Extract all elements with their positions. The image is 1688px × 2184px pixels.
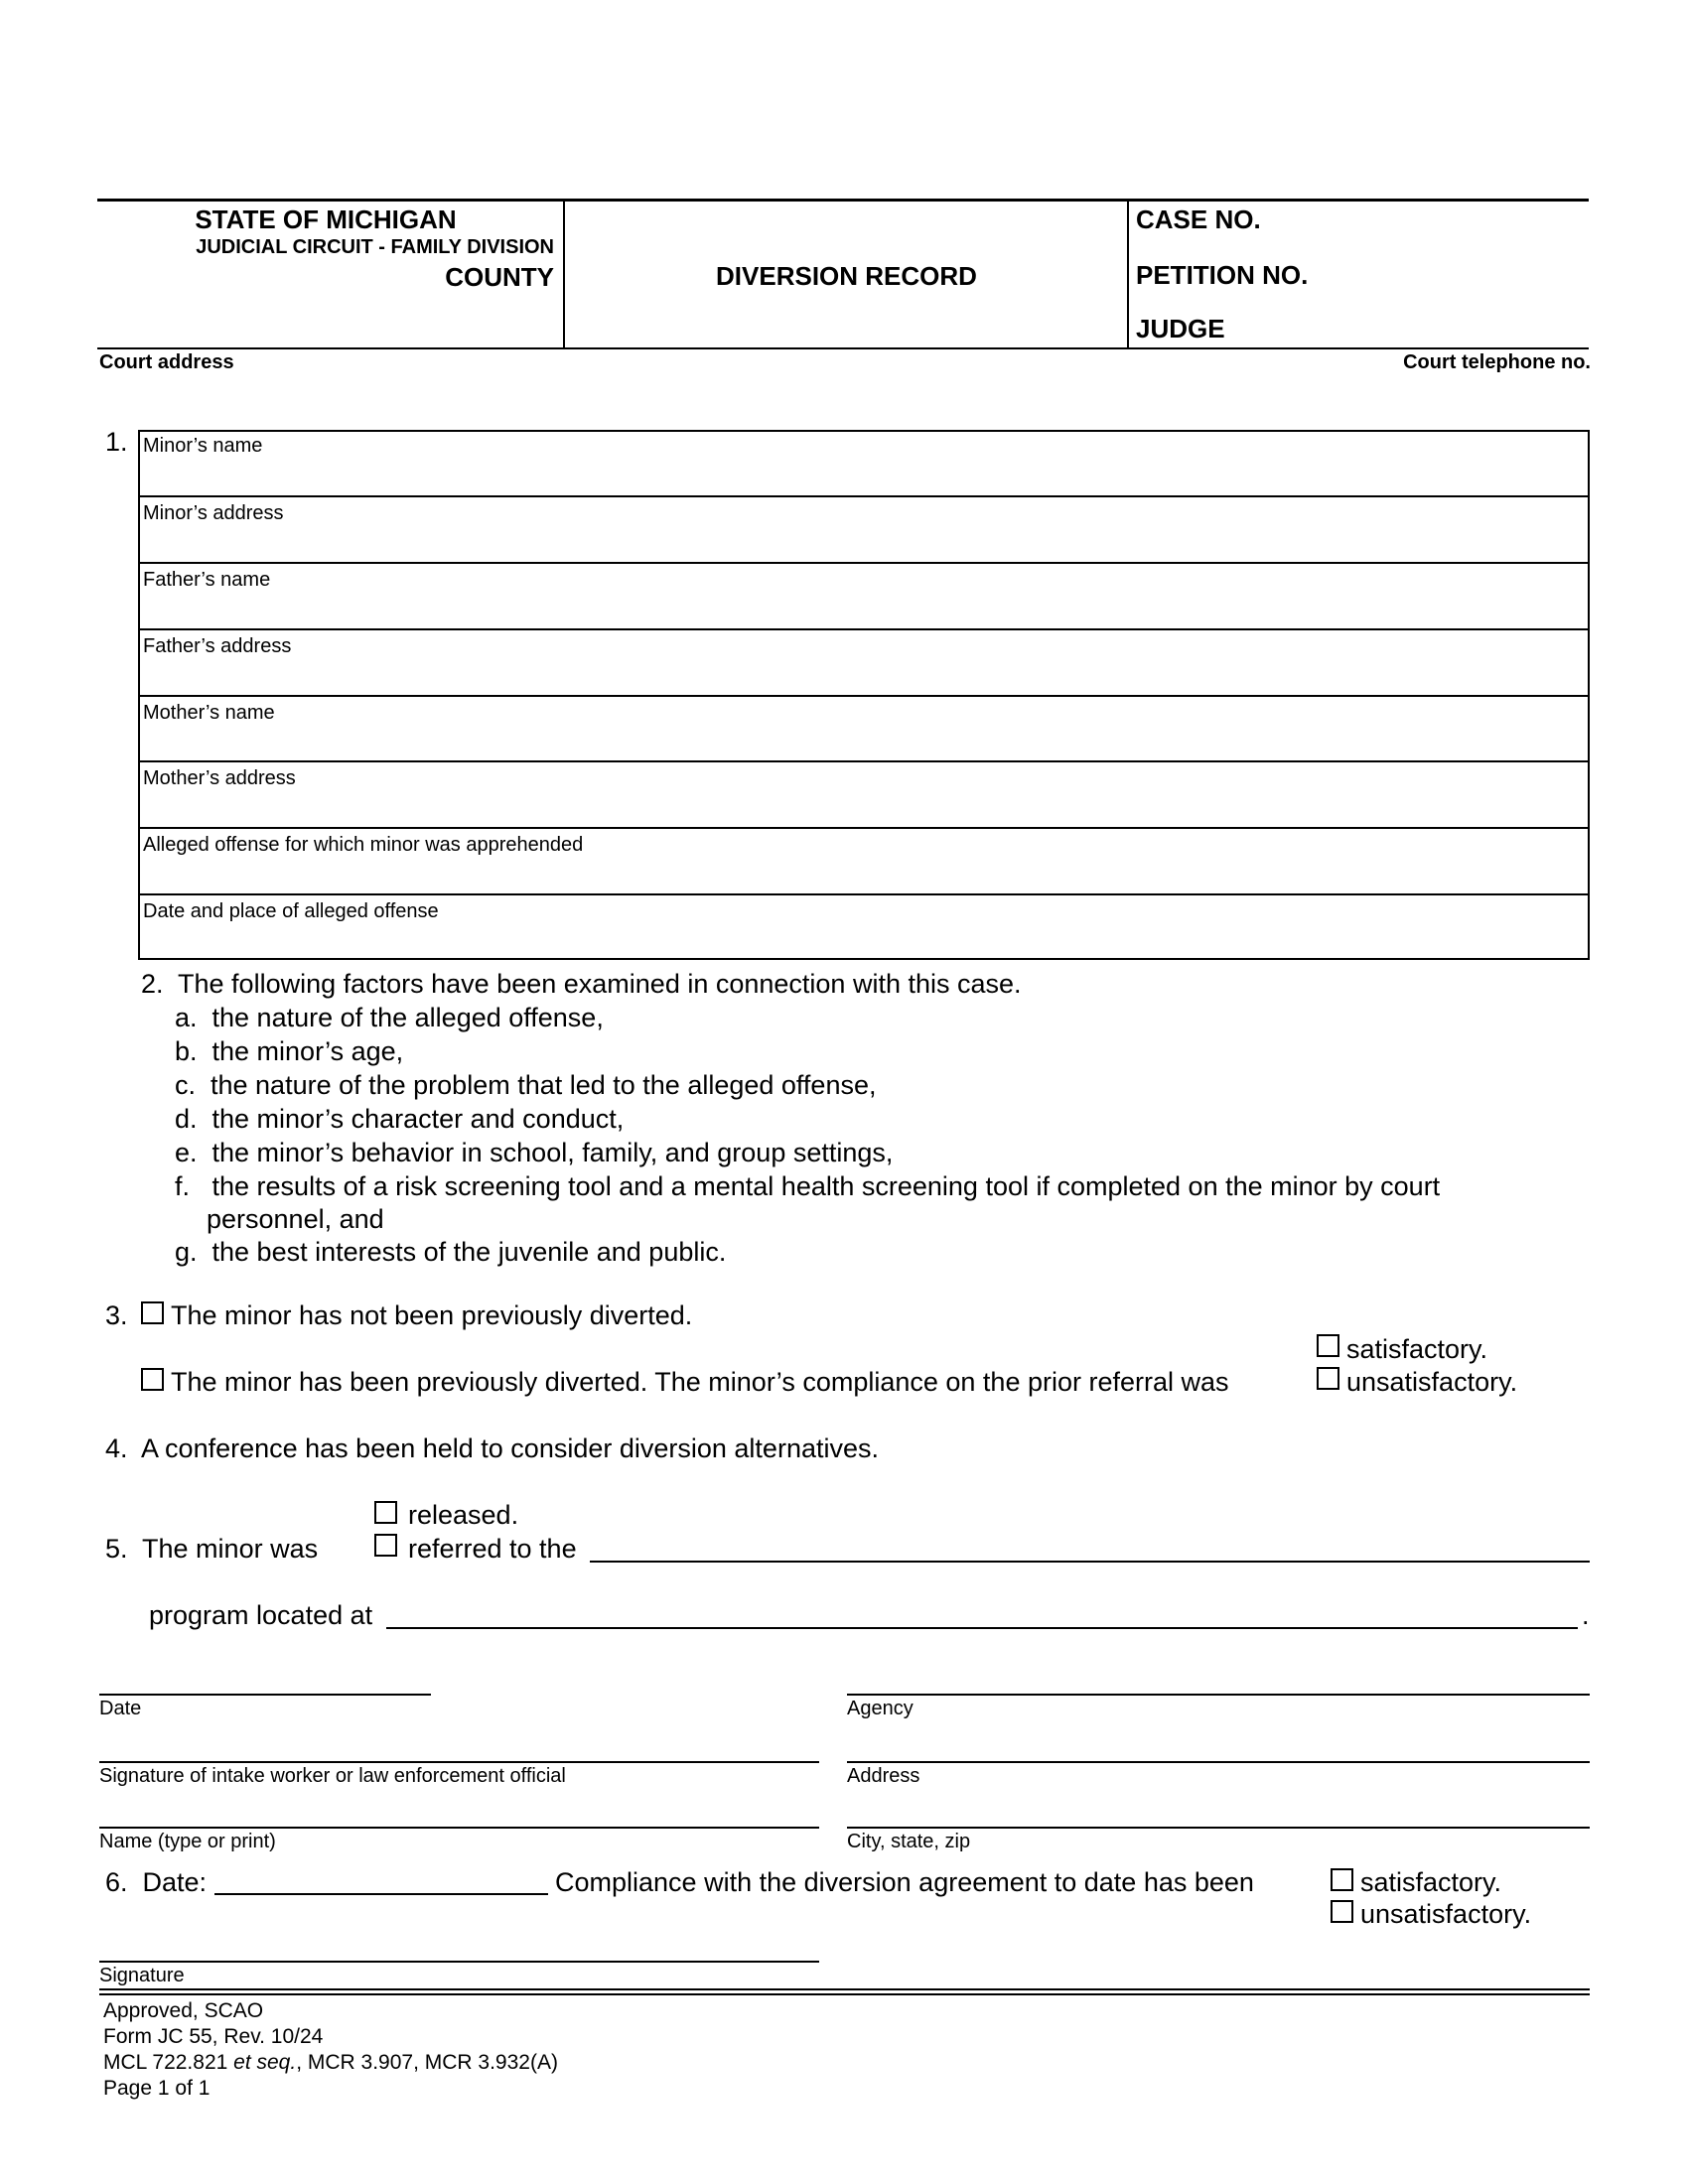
field-label: Alleged offense for which minor was apprehended (143, 834, 584, 856)
agency-line[interactable] (847, 1694, 1590, 1696)
previously-diverted-checkbox[interactable] (141, 1368, 164, 1391)
name-label: Name (type or print) (99, 1831, 276, 1852)
address-line[interactable] (847, 1761, 1590, 1763)
father-address-field[interactable] (138, 628, 1588, 694)
approved-text: Approved, SCAO (103, 1999, 264, 2022)
offense-date-place-field[interactable] (138, 893, 1588, 960)
compliance-unsatisfactory-checkbox[interactable] (1331, 1900, 1353, 1923)
city-label: City, state, zip (847, 1831, 971, 1852)
not-diverted-label: The minor has not been previously diverted. (171, 1300, 693, 1330)
mother-address-field[interactable] (138, 760, 1588, 826)
header-divider-right (1127, 199, 1129, 349)
signature-line[interactable] (99, 1961, 819, 1963)
referred-label: referred to the (408, 1534, 577, 1564)
judge-label: JUDGE (1136, 314, 1225, 343)
form-number: Form JC 55, Rev. 10/24 (103, 2025, 324, 2048)
released-label: released. (408, 1500, 519, 1530)
section5-lead: 5. The minor was (105, 1534, 319, 1564)
agency-label: Agency (847, 1698, 914, 1719)
header-bottom-rule (97, 347, 1589, 349)
program-location-period: . (1582, 1600, 1590, 1630)
released-checkbox[interactable] (374, 1501, 397, 1524)
father-name-field[interactable] (138, 562, 1588, 627)
intake-signature-line[interactable] (99, 1761, 819, 1763)
minor-address-field[interactable] (138, 495, 1588, 561)
court-address-label: Court address (99, 351, 234, 373)
program-located-label: program located at (149, 1600, 373, 1630)
footer-rule-bottom (99, 1993, 1590, 1995)
factor-f: f. the results of a risk screening tool and a mental health screening tool if completed on the minor by court (175, 1171, 1441, 1201)
statute-mcr: , MCR 3.907, MCR 3.932(A) (296, 2051, 558, 2074)
mother-name-field[interactable] (138, 695, 1588, 760)
referred-checkbox[interactable] (374, 1534, 397, 1557)
page-number: Page 1 of 1 (103, 2077, 211, 2100)
compliance-satisfactory-checkbox[interactable] (1331, 1868, 1353, 1891)
field-label: Date and place of alleged offense (143, 900, 439, 922)
section2-intro: 2. The following factors have been examined in connection with this case. (141, 969, 1022, 999)
factor-b: b. the minor’s age, (175, 1036, 404, 1066)
field-label: Minor’s name (143, 435, 263, 457)
section3-number: 3. (105, 1300, 128, 1330)
section1-number: 1. (105, 427, 128, 457)
date-line[interactable] (99, 1694, 431, 1696)
compliance-unsatisfactory-label: unsatisfactory. (1360, 1899, 1532, 1929)
prior-satisfactory-label: satisfactory. (1346, 1334, 1488, 1364)
state-label: STATE OF MICHIGAN (195, 205, 457, 234)
alleged-offense-field[interactable] (138, 827, 1588, 892)
prior-unsatisfactory-checkbox[interactable] (1317, 1367, 1339, 1390)
statute-reference (103, 2051, 558, 2075)
name-line[interactable] (99, 1827, 819, 1829)
field-label: Mother’s name (143, 702, 275, 724)
previously-diverted-label: The minor has been previously diverted. The minor’s compliance on the prior referral was (171, 1367, 1229, 1397)
minor-name-field[interactable] (138, 430, 1588, 495)
city-line[interactable] (847, 1827, 1590, 1829)
factor-a: a. the nature of the alleged offense, (175, 1003, 604, 1032)
signature-label: Signature (99, 1965, 185, 1986)
factor-e: e. the minor’s behavior in school, family, and group settings, (175, 1138, 894, 1167)
factor-g: g. the best interests of the juvenile and public. (175, 1237, 727, 1267)
field-label: Father’s name (143, 569, 271, 591)
statute-mcl: MCL 722.821 (103, 2051, 234, 2074)
footer-rule-top (99, 1988, 1590, 1990)
case-no-label: CASE NO. (1136, 205, 1261, 234)
header-top-rule (97, 199, 1589, 202)
prior-unsatisfactory-label: unsatisfactory. (1346, 1367, 1518, 1397)
circuit-label: JUDICIAL CIRCUIT - FAMILY DIVISION (196, 236, 554, 258)
compliance-label: Compliance with the diversion agreement to date has been (555, 1867, 1254, 1897)
form-title: DIVERSION RECORD (716, 261, 977, 291)
factor-d: d. the minor’s character and conduct, (175, 1104, 625, 1134)
field-label: Mother’s address (143, 767, 296, 789)
section6-lead: 6. Date: (105, 1867, 208, 1897)
field-label: Minor’s address (143, 502, 284, 524)
date-label: Date (99, 1698, 142, 1719)
factor-c: c. the nature of the problem that led to the alleged offense, (175, 1070, 877, 1100)
court-phone-label: Court telephone no. (1403, 351, 1591, 373)
not-diverted-checkbox[interactable] (141, 1301, 164, 1324)
referred-program-line[interactable] (590, 1561, 1590, 1563)
field-label: Father’s address (143, 635, 292, 657)
intake-signature-label: Signature of intake worker or law enforcement official (99, 1765, 566, 1787)
prior-satisfactory-checkbox[interactable] (1317, 1334, 1339, 1357)
compliance-satisfactory-label: satisfactory. (1360, 1867, 1502, 1897)
section4-text: 4. A conference has been held to consider diversion alternatives. (105, 1433, 879, 1463)
compliance-date-line[interactable] (214, 1893, 548, 1895)
factor-f-cont: personnel, and (207, 1204, 384, 1234)
address-label: Address (847, 1765, 920, 1787)
county-label: COUNTY (445, 262, 554, 292)
header-divider-left (563, 199, 565, 349)
program-location-line[interactable] (386, 1627, 1578, 1629)
statute-et-seq: et seq. (233, 2051, 297, 2074)
petition-no-label: PETITION NO. (1136, 260, 1309, 290)
